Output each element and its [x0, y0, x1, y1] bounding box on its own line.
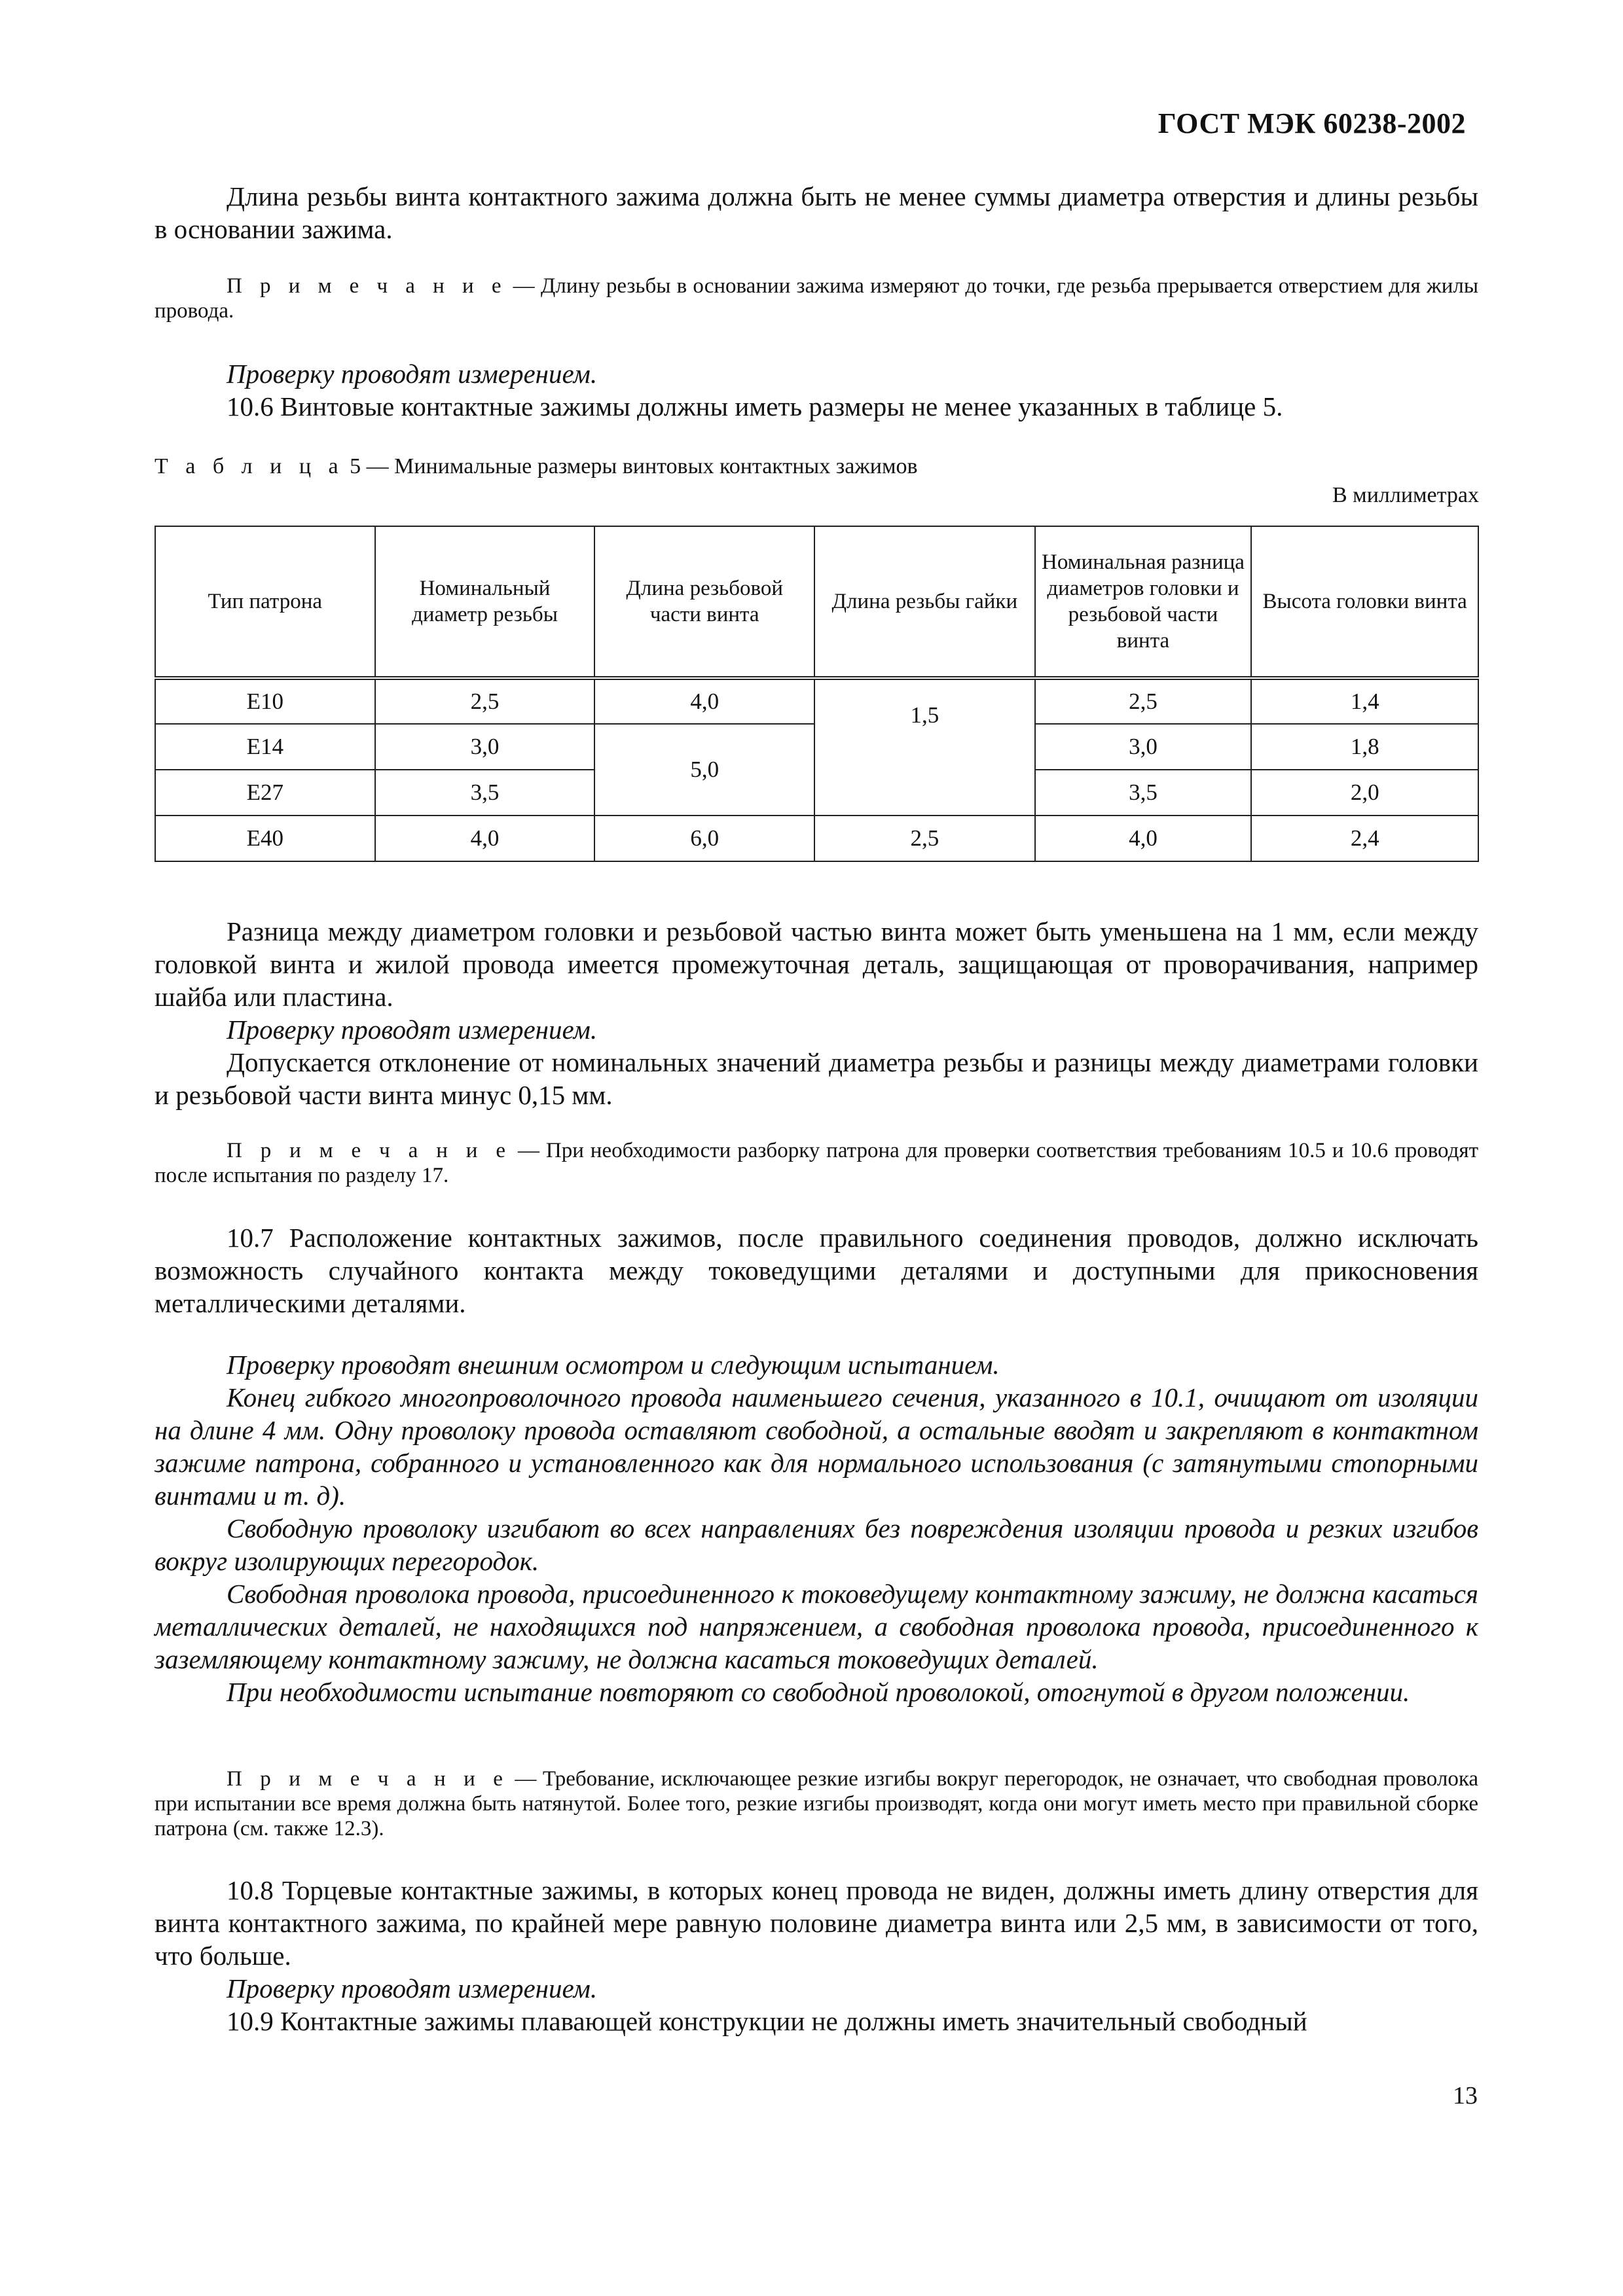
test-procedure-3: Свободная проволока провода, присоединенного к токоведущему контактному зажиму, не должна касаться металлических деталей, не находящихся под напряжением, а свободная проволока провода, присоединенного к заземляющему контактному зажиму, не должна касаться токоведущих деталей. — [155, 1579, 1478, 1674]
page-number: 13 — [1453, 2082, 1478, 2109]
cell-diff: 3,0 — [1035, 724, 1252, 770]
table-caption-label: Т а б л и ц а — [155, 454, 344, 478]
paragraph-thread-length: Длина резьбы винта контактного зажима должна быть не менее суммы диаметра отверстия и длины резьбы в основании зажима. — [155, 181, 1478, 244]
cell-diameter: 4,0 — [375, 816, 595, 861]
cell-diff: 4,0 — [1035, 816, 1252, 861]
note-text: — При необходимости разборку патрона для проверки соответствия требованиям 10.5 и 10.6 проводят после испытания по разделу 17. — [155, 1139, 1478, 1187]
paragraph-head-difference: Разница между диаметром головки и резьбовой частью винта может быть уменьшена на 1 мм, если между головкой винта и жилой провода имеется промежуточная деталь, защищающая от проворачивания, например шайба или пластина. — [155, 916, 1478, 1012]
cell-nut: 1,5 — [814, 678, 1035, 816]
col-header-length: Длина резьбовой части винта — [594, 526, 814, 678]
cell-length: 6,0 — [594, 816, 814, 861]
col-header-nut: Длина резьбы гайки — [814, 526, 1035, 678]
cell-length: 5,0 — [594, 724, 814, 816]
cell-diameter: 3,0 — [375, 724, 595, 770]
note-label: П р и м е ч а н и е — [227, 274, 507, 298]
cell-type: E10 — [155, 678, 375, 724]
cell-type: E27 — [155, 770, 375, 816]
clause-10-8: 10.8 Торцевые контактные зажимы, в которых конец провода не виден, должны иметь длину отверстия для винта контактного зажима, по крайней мере равную половине диаметра винта или 2,5 мм, в зависимости от того, что больше. — [155, 1875, 1478, 1971]
cell-type: E14 — [155, 724, 375, 770]
test-procedure-2: Свободную проволоку изгибают во всех направлениях без повреждения изоляции провода и резких изгибов вокруг изолирующих перегородок. — [155, 1513, 1478, 1576]
test-procedure-4: При необходимости испытание повторяют со свободной проволокой, отогнутой в другом положении. — [227, 1677, 1410, 1707]
col-header-type: Тип патрона — [155, 526, 375, 678]
note-bending — [155, 1767, 1478, 1841]
cell-height: 2,4 — [1251, 816, 1478, 861]
cell-diff: 3,5 — [1035, 770, 1252, 816]
table-caption — [155, 454, 918, 479]
check-measurement-1: Проверку проводят измерением. — [227, 359, 598, 389]
cell-height: 2,0 — [1251, 770, 1478, 816]
col-header-diameter: Номинальный диаметр резьбы — [375, 526, 595, 678]
table-5-terminal-dimensions — [155, 526, 1479, 862]
document-code-header: ГОСТ МЭК 60238-2002 — [1158, 107, 1466, 139]
cell-length: 4,0 — [594, 678, 814, 724]
col-header-diff: Номинальная разница диаметров головки и резьбовой части винта — [1035, 526, 1252, 678]
note-text: — Длину резьбы в основании зажима измеряют до точки, где резьба прерывается отверстием для жилы провода. — [155, 274, 1479, 323]
table-row — [155, 816, 1478, 861]
check-measurement-3: Проверку проводят измерением. — [227, 1973, 598, 2003]
cell-diameter: 2,5 — [375, 678, 595, 724]
clause-10-6: 10.6 Винтовые контактные зажимы должны иметь размеры не менее указанных в таблице 5. — [227, 391, 1283, 422]
test-procedure-1: Конец гибкого многопроволочного провода наименьшего сечения, указанного в 10.1, очищают от изоляции на длине 4 мм. Одну проволоку провода оставляют свободной, а остальные вводят и закрепляют в контактном зажиме патрона, собранного и установленного как для нормального использования (с затянутыми стопорными винтами и т. д). — [155, 1382, 1478, 1511]
note-label: П р и м е ч а н и е — [227, 1139, 512, 1162]
check-measurement-2: Проверку проводят измерением. — [227, 1014, 598, 1045]
paragraph-tolerance: Допускается отклонение от номинальных значений диаметра резьбы и разницы между диаметрами головки и резьбовой части винта минус 0,15 мм. — [155, 1047, 1478, 1110]
cell-diff: 2,5 — [1035, 678, 1252, 724]
cell-height: 1,8 — [1251, 724, 1478, 770]
table-caption-text: 5 — Минимальные размеры винтовых контактных зажимов — [344, 454, 918, 478]
cell-type: E40 — [155, 816, 375, 861]
clause-10-9: 10.9 Контактные зажимы плавающей конструкции не должны иметь значительный свободный — [227, 2006, 1307, 2036]
cell-nut: 2,5 — [814, 816, 1035, 861]
clause-10-7: 10.7 Расположение контактных зажимов, после правильного соединения проводов, должно исключать возможность случайного контакта между токоведущими деталями и доступными для прикосновения металлическими деталями. — [155, 1223, 1478, 1318]
table-row — [155, 678, 1478, 724]
col-header-height: Высота головки винта — [1251, 526, 1478, 678]
note-label: П р и м е ч а н и е — [227, 1767, 509, 1791]
cell-height: 1,4 — [1251, 678, 1478, 724]
note-thread-length — [155, 274, 1478, 323]
cell-diameter: 3,5 — [375, 770, 595, 816]
check-visual-inspection: Проверку проводят внешним осмотром и следующим испытанием. — [227, 1350, 1000, 1380]
note-disassembly — [155, 1138, 1478, 1188]
note-text: — Требование, исключающее резкие изгибы вокруг перегородок, не означает, что свободная проволока при испытании все время должна быть натянутой. Более того, резкие изгибы производят, когда они могут иметь место при правильной сборке патрона (см. также 12.3). — [155, 1767, 1479, 1840]
table-units: В миллиметрах — [1332, 483, 1479, 507]
